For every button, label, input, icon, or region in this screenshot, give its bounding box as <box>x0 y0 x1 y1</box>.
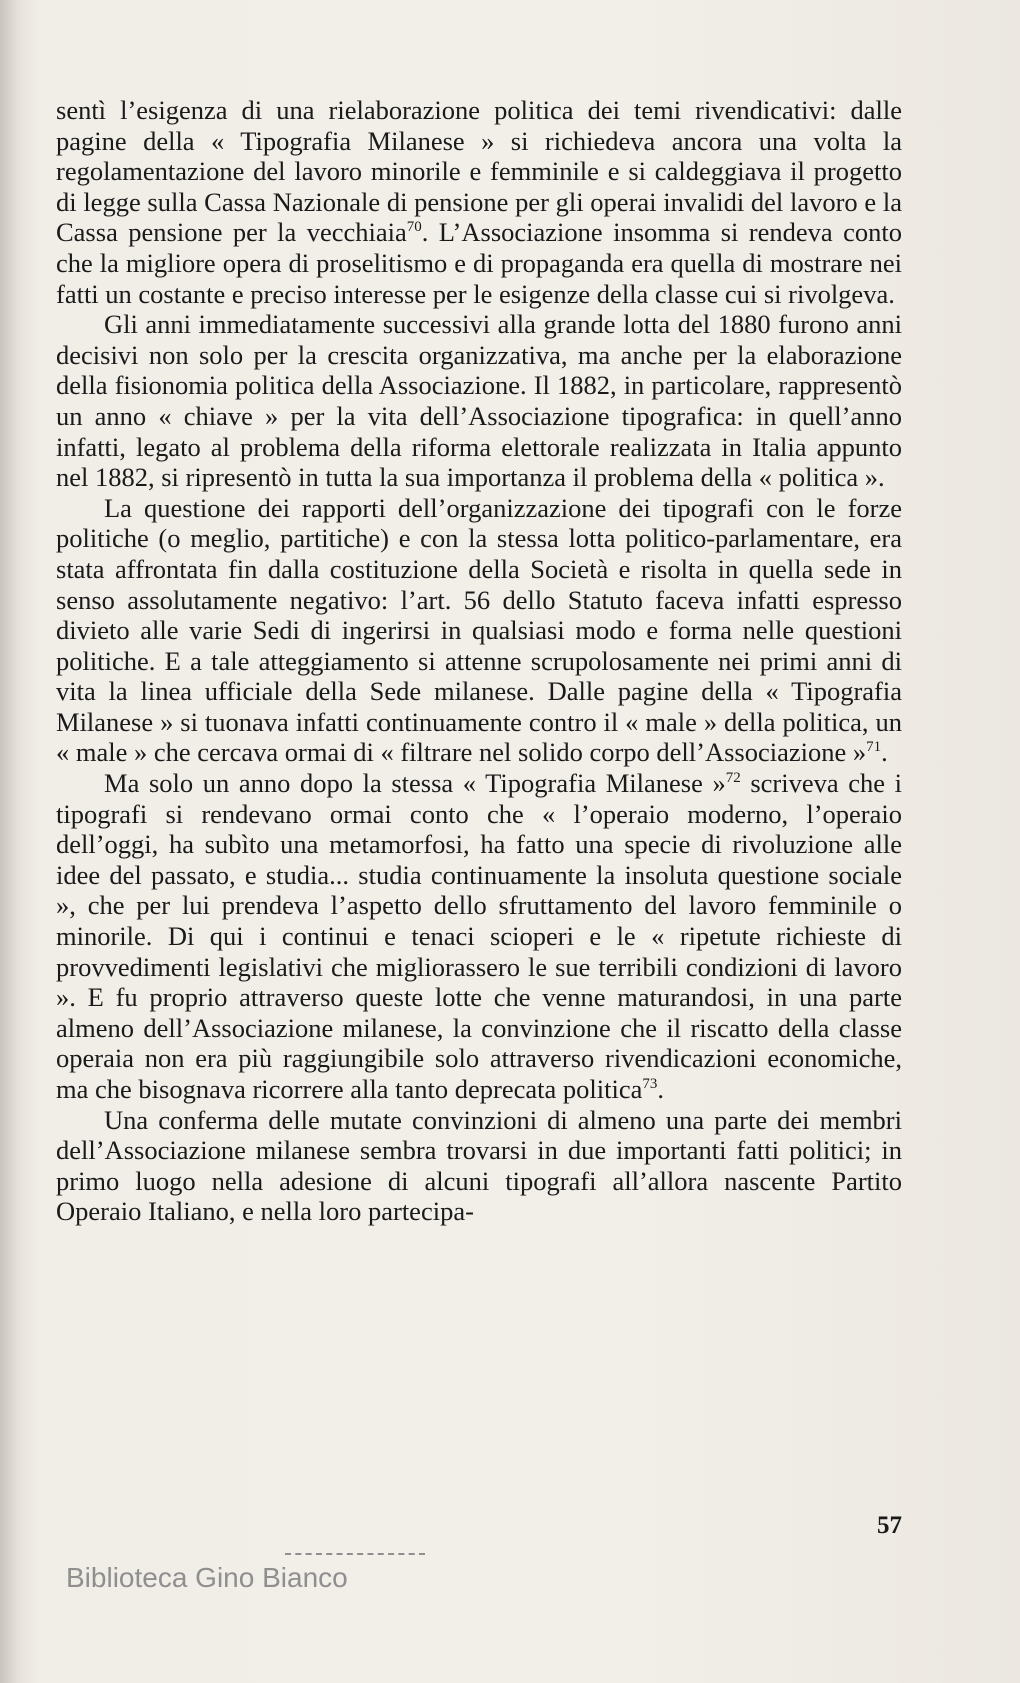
paragraph-text: sentì l’esigenza di una rielaborazione politica dei temi rivendicativi: dalle pagine della « Tipografia Milanese » si richiedeva ancora una volta la regolamentazione del lavoro minorile e femminile e si caldeggiava il progetto di legge sulla Cassa Nazionale di pensione per gli operai invalidi del lavoro e la Cassa pensione per la vecchiaia <box>56 95 902 248</box>
page-number: 57 <box>877 1512 902 1539</box>
paragraph-text: La questione dei rapporti dell’organizzazione dei tipografi con le forze politiche (o meglio, partitiche) e con la stessa lotta politico-parlamentare, era stata affrontata fin dalla costituzione della Società e risolta in quella sede in senso assolutamente negativo: l’art. 56 dello Statuto faceva infatti espresso divieto alle varie Sedi di ingerirsi in qualsiasi modo e forma nelle questioni politiche. E a tale atteggiamento si attenne scrupolosamente nei primi anni di vita la linea ufficiale della Sede milanese. Dalle pagine della « Tipografia Milanese » si tuonava infatti continuamente contro il « male » della politica, un « male » che cercava ormai di « filtrare nel solido corpo dell’Associazione » <box>56 492 902 768</box>
paragraph-5 <box>56 1105 902 1227</box>
paragraph-text: . <box>657 1074 665 1104</box>
footnote-ref-70: 70 <box>406 219 422 236</box>
body-text <box>56 95 902 1227</box>
footnote-ref-73: 73 <box>642 1076 658 1093</box>
footnote-ref-71: 71 <box>866 739 882 756</box>
footnote-ref-72: 72 <box>725 770 741 787</box>
paragraph-text: . L’Associazione insomma si rendeva conto che la migliore opera di proselitismo e di propaganda era quella di mostrare nei fatti un costante e preciso interesse per le esigenze della classe cui si rivolgeva. <box>56 217 902 309</box>
paragraph-text: scriveva che i tipografi si rendevano ormai conto che « l’operaio moderno, l’operaio dell’oggi, ha subìto una metamorfosi, ha fatto una specie di rivoluzione alle idee del passato, e studia... studia continuamente la insoluta questione sociale », che per lui prendeva l’aspetto dello sfruttamento del lavoro femminile o minorile. Di qui i continui e tenaci scioperi e le « ripetute richieste di provvedimenti legislativi che migliorassero le sue terribili condizioni di lavoro ». E fu proprio attraverso queste lotte che venne maturandosi, in una parte almeno dell’Associazione milanese, la convinzione che il riscatto della classe operaia non era più raggiungibile solo attraverso rivendicazioni economiche, ma che bisognava ricorrere alla tanto deprecata politica <box>56 768 902 1104</box>
paragraph-text: Gli anni immediatamente successivi alla grande lotta del 1880 furono anni decisivi non solo per la crescita organizzativa, ma anche per la elaborazione della fisionomia politica della Associazione. Il 1882, in particolare, rappresentò un anno « chiave » per la vita dell’Associazione tipografica: in quell’anno infatti, legato al problema della riforma elettorale realizzata in Italia appunto nel 1882, si ripresentò in tutta la sua importanza il problema della « politica ». <box>56 309 902 493</box>
library-watermark: Biblioteca Gino Bianco <box>66 1562 348 1593</box>
decorative-dashed-line <box>285 1553 425 1555</box>
paragraph-1 <box>56 95 902 309</box>
paragraph-text: Ma solo un anno dopo la stessa « Tipografia Milanese » <box>104 768 726 799</box>
paragraph-3 <box>56 493 902 768</box>
paragraph-text: Una conferma delle mutate convinzioni di almeno una parte dei membri dell’Associazione milanese sembra trovarsi in due importanti fatti politici; in primo luogo nella adesione di alcuni tipografi all’allora nascente Partito Operaio Italiano, e nella loro partecipa- <box>56 1104 902 1227</box>
paragraph-2 <box>56 309 902 493</box>
paragraph-text: . <box>881 737 888 768</box>
paragraph-4 <box>56 768 902 1105</box>
